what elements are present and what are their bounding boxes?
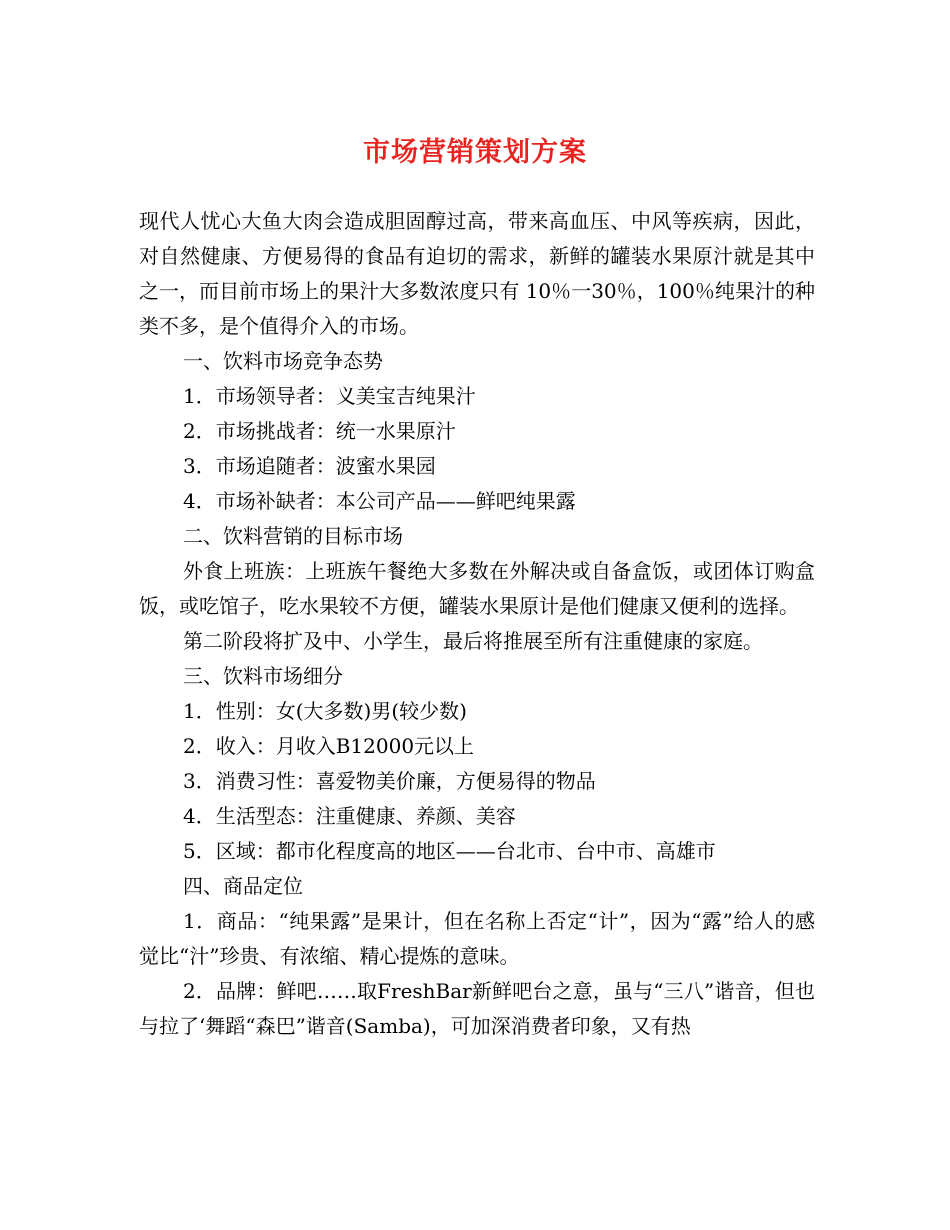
list-item: 5．区域：都市化程度高的地区——台北市、台中市、高雄市 (183, 839, 716, 863)
list-item: 1．市场领导者：义美宝吉纯果汁 (183, 384, 476, 408)
list-item: 3．市场追随者：波蜜水果园 (183, 454, 436, 478)
document-body (139, 204, 815, 1044)
list-item: 3．消费习性：喜爱物美价廉，方便易得的物品 (183, 769, 596, 793)
list-item: 1．性别：女(大多数)男(较少数) (183, 699, 467, 723)
document-title: 市场营销策划方案 (363, 137, 587, 168)
list-item: 4．市场补缺者：本公司产品——鲜吧纯果露 (183, 489, 576, 513)
intro-paragraph: 现代人忧心大鱼大肉会造成胆固醇过高，带来高血压、中风等疾病，因此，对自然健康、方便易得的食品有迫切的需求，新鲜的罐装水果原汁就是其中之一，而目前市场上的果汁大多数浓度只有 10％一30％，100％纯果汁的种类不多，是个值得介入的市场。 (139, 209, 815, 338)
body-paragraph: 1．商品：“纯果露”是果计，但在名称上否定“计”，因为“露”给人的感觉比“汁”珍贵、有浓缩、精心提炼的意味。 (139, 909, 815, 968)
section-heading-2: 二、饮料营销的目标市场 (183, 524, 403, 548)
list-item: 4．生活型态：注重健康、养颜、美容 (183, 804, 516, 828)
section-heading-1: 一、饮料市场竞争态势 (183, 349, 383, 373)
section-heading-3: 三、饮料市场细分 (183, 664, 343, 688)
body-paragraph: 外食上班族：上班族午餐绝大多数在外解决或自备盒饭，或团体订购盒饭，或吃馆子，吃水果较不方便，罐装水果原计是他们健康又便利的选择。 (139, 559, 815, 618)
body-paragraph: 第二阶段将扩及中、小学生，最后将推展至所有注重健康的家庭。 (183, 629, 763, 653)
list-item: 2．收入：月收入B12000元以上 (183, 734, 475, 758)
list-item: 2．市场挑战者：统一水果原汁 (183, 419, 456, 443)
section-heading-4: 四、商品定位 (183, 874, 303, 898)
body-paragraph: 2．品牌：鲜吧……取FreshBar新鲜吧台之意，虽与“三八”谐音，但也与拉了‘舞蹈“森巴”谐音(Samba)，可加深消费者印象，又有热 (139, 979, 815, 1038)
